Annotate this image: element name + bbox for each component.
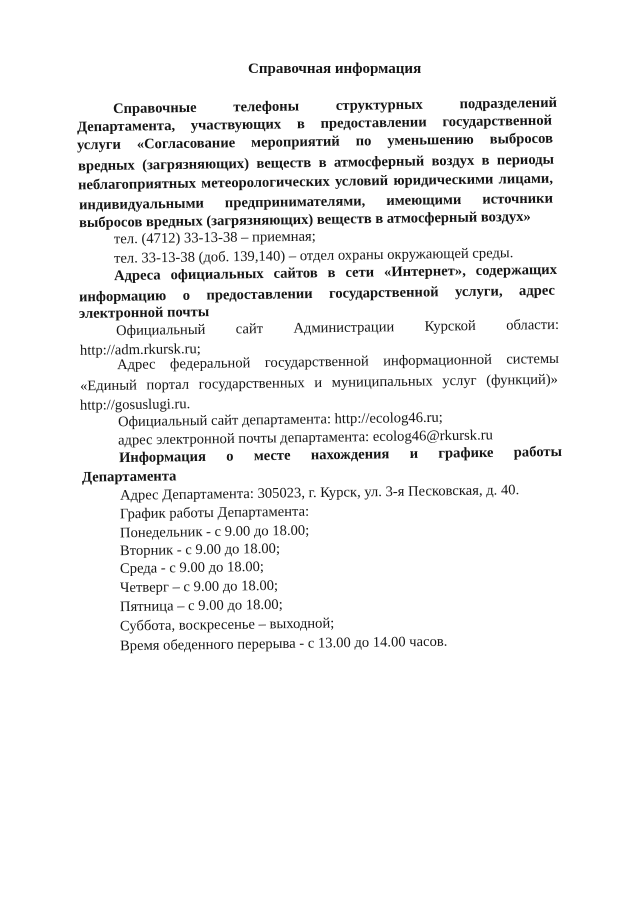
word: предоставлении	[206, 286, 313, 304]
sites-heading-line	[79, 283, 555, 307]
portal-url[interactable]: http://gosuslugi.ru.	[79, 396, 191, 414]
word: Адрес	[116, 356, 156, 374]
lunch-break: Время обеденного перерыва - с 13.00 до 14.00 часов.	[119, 633, 448, 655]
word: «Единый	[79, 377, 137, 395]
word: Департамента,	[76, 117, 176, 136]
word: структурных	[335, 96, 423, 114]
portal-line	[80, 372, 558, 396]
word: месте	[253, 447, 291, 465]
word: атмосферный	[333, 153, 425, 171]
word: содержащих	[475, 261, 558, 280]
schedule-item: Пятница – с 9.00 до 18.00;	[119, 596, 283, 616]
word: условий	[334, 172, 389, 190]
word: и	[409, 445, 419, 463]
word: «Согласование	[136, 135, 236, 153]
word: официальных	[170, 266, 264, 284]
word: участвующих	[190, 116, 282, 134]
word: индивидуальными	[78, 195, 204, 214]
word: юридическими	[393, 171, 494, 189]
word: в	[481, 152, 490, 169]
dept-site: Официальный сайт департамента: http://ecolog46.ru;	[117, 409, 443, 431]
word: предоставлении	[320, 114, 427, 132]
word: воздух	[431, 152, 475, 170]
word: информационной	[383, 351, 492, 370]
sites-heading-line: электронной почты	[78, 304, 210, 322]
word: метеорологических	[201, 173, 330, 192]
word: неблагоприятных	[77, 175, 197, 194]
word: Курской	[424, 318, 476, 335]
location-heading-line: Департамента	[81, 468, 177, 486]
word: информацию	[78, 288, 167, 306]
phone-environment-dept: тел. 33-13-38 (доб. 139,140) – отдел охраны окружающей среды.	[113, 245, 514, 267]
word: услуги,	[454, 283, 503, 301]
word: подразделений	[459, 94, 558, 113]
word: и	[314, 374, 323, 392]
word: портал	[146, 376, 190, 394]
word: Справочные	[112, 99, 197, 118]
word: имеющими	[386, 191, 462, 210]
word: лицами,	[498, 170, 554, 188]
word: услуг	[442, 372, 477, 390]
word: Официальный	[115, 321, 206, 340]
word: сети	[345, 264, 375, 281]
word: Информация	[118, 448, 207, 467]
word: мероприятий	[250, 133, 340, 151]
word: вредных	[77, 157, 135, 175]
word: предпринимателями,	[224, 193, 366, 212]
schedule-item: Понедельник - с 9.00 до 18.00;	[119, 522, 310, 542]
word: государственных	[198, 375, 305, 393]
word: по	[355, 133, 372, 150]
word: муниципальных	[331, 373, 433, 391]
word: системы	[506, 350, 560, 368]
admin-site-url[interactable]: http://adm.rkursk.ru;	[79, 341, 201, 359]
document-title: Справочная информация	[248, 61, 422, 77]
schedule-item: Среда - с 9.00 до 18.00;	[119, 558, 265, 578]
word: о	[226, 448, 234, 465]
word: государственной	[442, 112, 553, 131]
word: адрес	[518, 282, 556, 300]
word: уменьшению	[387, 131, 474, 149]
word: о	[182, 287, 191, 304]
word: сайт	[235, 321, 264, 338]
word: веществ	[256, 155, 312, 172]
dept-address: Адрес Департамента: 305023, г. Курск, ул. 3-я Песковская, д. 40.	[119, 482, 520, 504]
schedule-item: Четверг – с 9.00 до 18.00;	[119, 577, 279, 597]
phone-reception: тел. (4712) 33-13-38 – приемная;	[113, 228, 316, 248]
schedule-title: График работы Департамента:	[119, 503, 310, 523]
word: области:	[506, 316, 560, 334]
word: графике	[438, 444, 494, 462]
word: «Интернет»,	[383, 263, 466, 281]
word: источники	[482, 190, 554, 208]
word: периоды	[496, 151, 555, 169]
word: в	[327, 265, 336, 282]
word: нахождения	[310, 446, 390, 464]
word: в	[296, 116, 305, 133]
word: государственной	[328, 284, 439, 302]
word: выбросов	[489, 130, 554, 148]
schedule-item: Суббота, воскресенье – выходной;	[119, 615, 335, 635]
word: (функций)»	[486, 371, 559, 389]
word: Администрации	[293, 319, 395, 337]
dept-email: адрес электронной почты департамента: ecolog46@rkursk.ru	[117, 427, 493, 449]
word: федеральной	[169, 355, 251, 373]
word: телефоны	[233, 98, 300, 116]
word: в	[318, 154, 327, 171]
phones-heading-line: выбросов вредных (загрязняющих) веществ в атмосферный воздух»	[78, 208, 531, 232]
word: государственной	[264, 353, 369, 372]
word: (загрязняющих)	[142, 155, 250, 174]
word: Адреса	[113, 267, 161, 285]
word: сайтов	[273, 265, 318, 282]
schedule-item: Вторник - с 9.00 до 18.00;	[119, 540, 281, 560]
word: работы	[513, 443, 563, 461]
word: услуги	[76, 136, 121, 154]
